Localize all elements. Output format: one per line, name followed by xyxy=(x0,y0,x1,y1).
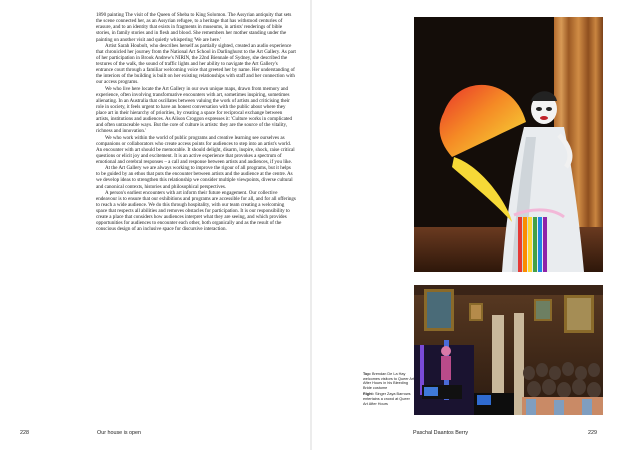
left-page-number: 228 xyxy=(20,430,29,436)
caption-right-label: Right: xyxy=(363,392,374,397)
gallery-concert-crowd-photo xyxy=(414,285,603,415)
paragraph: A person's earliest encounters with art inform their future engagement. Our collective endeavour is to ensure that our exhibitions and programs are accessible for all, and for all offerings to reach a wide audience. We do this through hospitality, with our team creating a welcoming space that respects all abilities and removes obstacles for participation. It is our responsibility to create a place that considers how audiences interpret what they are seeing, and which provides opportunities for audiences to encounter each other, both organically and as the result of the conscious design of an inclusive space for discursive interaction. xyxy=(96,189,296,233)
photo-caption xyxy=(363,372,415,408)
page-fold xyxy=(310,0,312,450)
paragraph: At the Art Gallery we are always working to improve the rigour of all programs, but it helps to be guided by an ethos that puts the encounter between artists and the audience at the centre. As we develop ideas to strengthen this relationship we consider multiple viewpoints, diverse cultural and canonical contexts, histories and philosophical perspectives. xyxy=(96,165,293,190)
performer-illustration xyxy=(414,17,603,272)
right-running-title: Paschal Daantos Berry xyxy=(413,430,469,436)
caption-top xyxy=(363,372,415,390)
paragraph: We who live here locate the Art Gallery in our own unique maps, drawn from memory and experience, often involving transformative encounters with art, sometimes inspiring, sometimes alienating. In an Australia that oscillates between valuing the work of artists and criticising their role in society, it feels urgent to have an honest conversation with the public about where they place art in their hierarchy of priorities, by creating a space for reciprocal exchange between artists, institutions and audiences. As Alison Croggon expresses it: 'Culture works in complicated and often untraceable ways. But the core of culture is artists: they are the source of the vitality, richness and innovation.' xyxy=(96,85,293,135)
caption-top-label: Top: xyxy=(363,372,371,376)
left-running-title: Our house is open xyxy=(97,430,142,436)
paragraph: Artist Sarah Houbolt, who describes herself as partially sighted, created an audio experience that chronicled her journey from the National Art School in Darlinghurst to the Art Gallery. As part of her participation in Brook Andrew's NIRIN, the 22nd Biennale of Sydney, she described the textures of the walk, the sound of traffic lights and her ability to navigate the Art Gallery's entrance court through a familiar welcoming voice that greeted her by name. Her understanding of the interiors of the building is built on her existing relationships with staff and her connection with our access programs. xyxy=(96,42,296,86)
caption-right-text: Singer Zaya Barrows entertains a crowd at Queer Art After Hours xyxy=(363,392,411,406)
paragraph: We who work within the world of public programs and creative learning see ourselves as companions or collaborators who create access points for audiences to step into an artist's world. An encounter with art should be memorable. It should delight, disarm, inspire, shock, raise critical questions or elicit joy and excitement. It is an active experience that provokes a spectrum of emotional and cerebral responses – a call and response between artists and audiences, if you like. xyxy=(96,134,295,165)
caption-top-text: Brendan De La Hay welcomes visitors to Queer Art After Hours in his Bleeding Bride costume xyxy=(363,372,415,390)
performer-in-costume-photo xyxy=(414,17,603,272)
body-text-column xyxy=(96,12,296,233)
right-page-number: 229 xyxy=(588,430,597,436)
paragraph: 1890 painting The visit of the Queen of Sheba to King Solomon. The Assyrian antiquity that sets the scene connected her, as an Assyrian refugee, to a heritage that has withstood centuries of erasure, and to an identity that exists in fragments in museums, in artists' renderings of bible stories, in family stories and in flesh and blood. She remembers her mother standing under the painting on another visit and quietly whispering 'We are here.' xyxy=(96,12,292,43)
caption-right xyxy=(363,392,415,406)
crowd-illustration xyxy=(414,285,603,415)
